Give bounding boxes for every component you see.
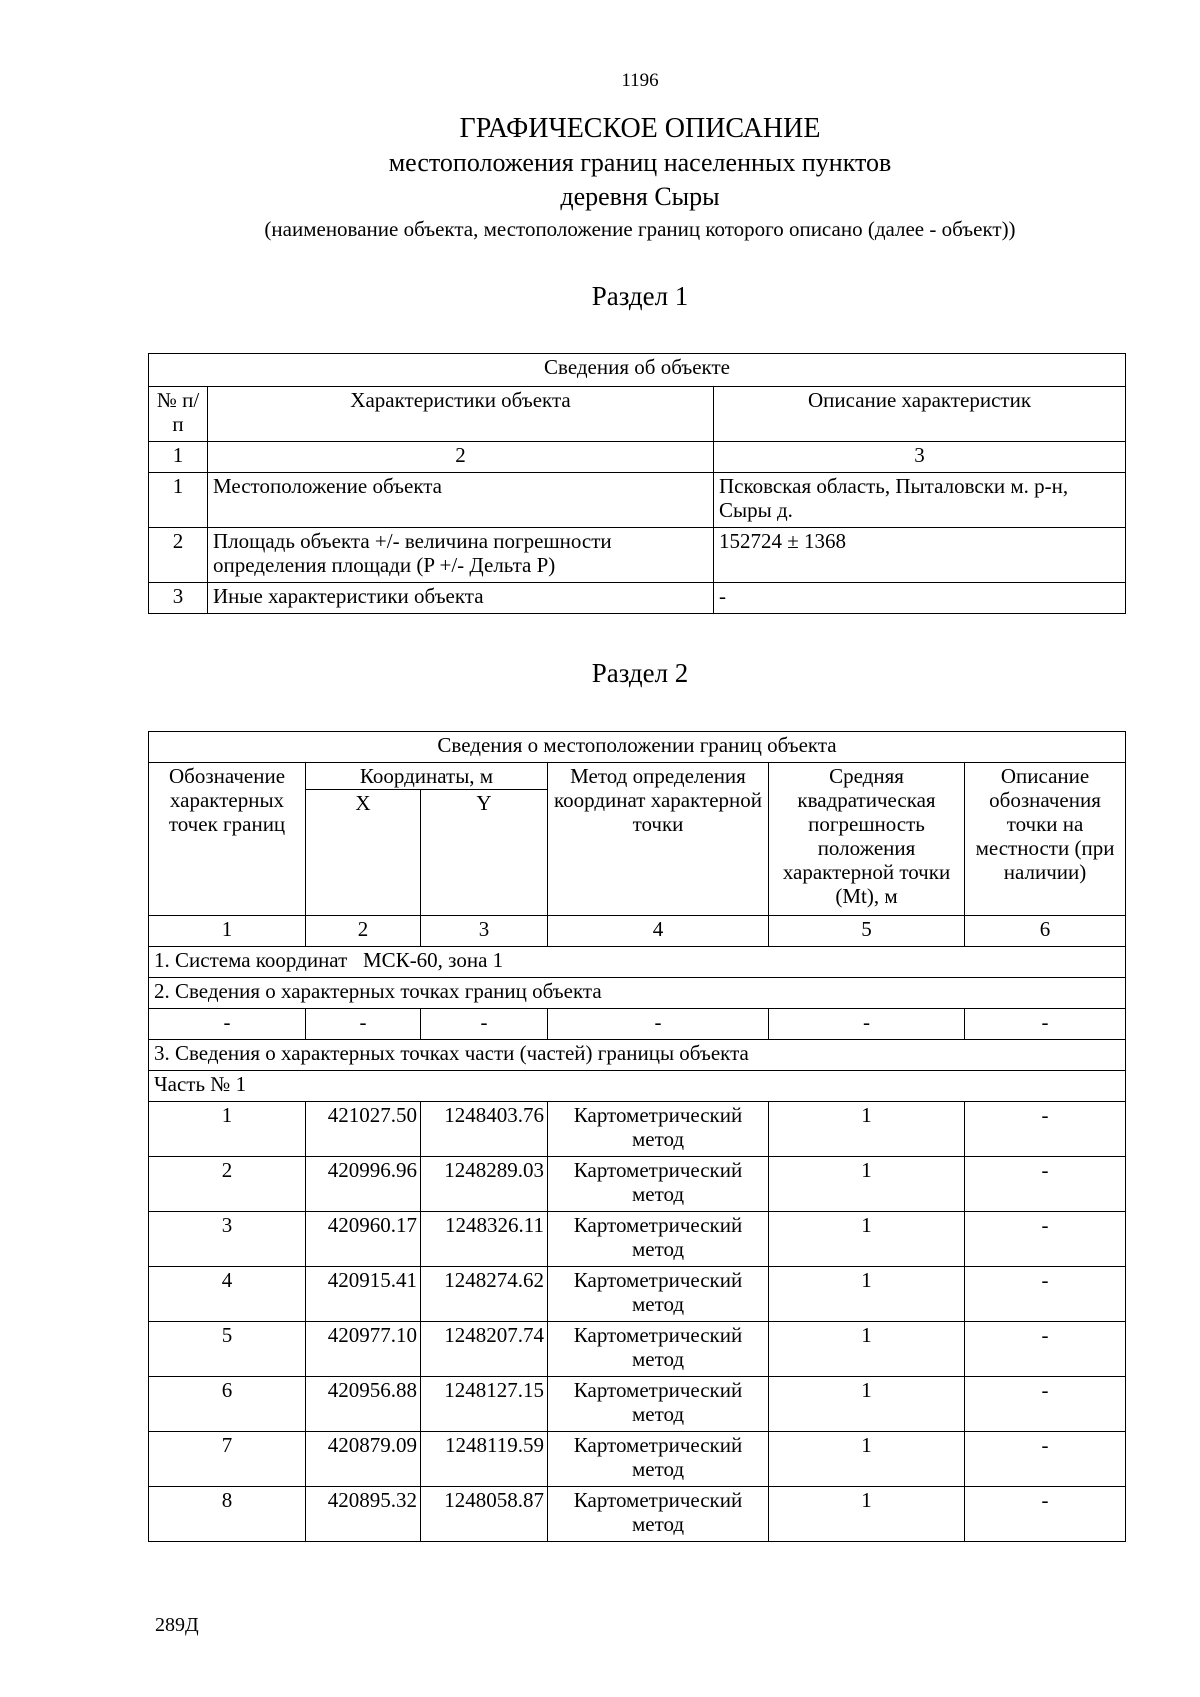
point-description: - bbox=[965, 1267, 1126, 1322]
object-caption: (наименование объекта, местоположение границ которого описано (далее - объект)) bbox=[264, 217, 1016, 241]
table-row bbox=[149, 1322, 1126, 1377]
coordinate-y: 1248119.59 bbox=[421, 1432, 548, 1487]
point-error: 1 bbox=[769, 1487, 965, 1542]
point-method: Картометрический метод bbox=[548, 1267, 769, 1322]
column-number: 3 bbox=[714, 442, 1126, 473]
empty-cell: - bbox=[965, 1009, 1126, 1040]
coordinate-y: 1248326.11 bbox=[421, 1212, 548, 1267]
point-number: 1 bbox=[149, 1102, 306, 1157]
table-row bbox=[149, 1102, 1126, 1157]
point-error: 1 bbox=[769, 1212, 965, 1267]
point-method: Картометрический метод bbox=[548, 1212, 769, 1267]
point-description: - bbox=[965, 1157, 1126, 1212]
coordinate-y: 1248289.03 bbox=[421, 1157, 548, 1212]
row-number: 3 bbox=[149, 583, 208, 614]
row-number: 2 bbox=[149, 528, 208, 583]
table-caption: Сведения о местоположении границ объекта bbox=[149, 732, 1126, 763]
table-row bbox=[149, 473, 1126, 528]
coordinate-x: 420956.88 bbox=[306, 1377, 421, 1432]
document-title: ГРАФИЧЕСКОЕ ОПИСАНИЕ bbox=[459, 113, 821, 144]
parts-heading: 3. Сведения о характерных точках части (частей) границы объекта bbox=[149, 1040, 1126, 1071]
coordinate-y: 1248127.15 bbox=[421, 1377, 548, 1432]
point-method: Картометрический метод bbox=[548, 1322, 769, 1377]
characteristic-value: Псковская область, Пыталовски м. р-н, Сыры д. bbox=[714, 473, 1126, 528]
column-number: 1 bbox=[149, 916, 306, 947]
table-row bbox=[149, 1009, 1126, 1040]
point-description: - bbox=[965, 1102, 1126, 1157]
table-row bbox=[149, 1157, 1126, 1212]
empty-cell: - bbox=[149, 1009, 306, 1040]
table-row bbox=[149, 1267, 1126, 1322]
table-caption: Сведения об объекте bbox=[149, 354, 1126, 387]
point-description: - bbox=[965, 1377, 1126, 1432]
characteristic-name: Местоположение объекта bbox=[208, 473, 714, 528]
characteristic-value: - bbox=[714, 583, 1126, 614]
point-error: 1 bbox=[769, 1102, 965, 1157]
point-number: 8 bbox=[149, 1487, 306, 1542]
point-method: Картометрический метод bbox=[548, 1487, 769, 1542]
column-number: 4 bbox=[548, 916, 769, 947]
table-row bbox=[149, 528, 1126, 583]
column-header-y: Y bbox=[421, 790, 548, 916]
point-description: - bbox=[965, 1322, 1126, 1377]
column-header-error: Средняя квадратическая погрешность положения характерной точки (Mt), м bbox=[769, 763, 965, 916]
coordinate-y: 1248403.76 bbox=[421, 1102, 548, 1157]
column-header-points: Обозначение характерных точек границ bbox=[149, 763, 306, 916]
object-info-table bbox=[148, 353, 1126, 614]
column-number: 1 bbox=[149, 442, 208, 473]
footer-code: 289Д bbox=[155, 1614, 199, 1636]
characteristic-name: Иные характеристики объекта bbox=[208, 583, 714, 614]
point-number: 3 bbox=[149, 1212, 306, 1267]
coordinate-y: 1248274.62 bbox=[421, 1267, 548, 1322]
empty-cell: - bbox=[421, 1009, 548, 1040]
table-row bbox=[149, 583, 1126, 614]
point-number: 2 bbox=[149, 1157, 306, 1212]
points-body bbox=[149, 1102, 1126, 1542]
column-number: 5 bbox=[769, 916, 965, 947]
coordinate-system: 1. Система координат МСК-60, зона 1 bbox=[149, 947, 1126, 978]
empty-cell: - bbox=[548, 1009, 769, 1040]
point-error: 1 bbox=[769, 1267, 965, 1322]
table-row bbox=[149, 1432, 1126, 1487]
table-row bbox=[149, 1487, 1126, 1542]
table-row bbox=[149, 1212, 1126, 1267]
characteristic-name: Площадь объекта +/- величина погрешности определения площади (P +/- Дельта P) bbox=[208, 528, 714, 583]
coordinate-x: 420895.32 bbox=[306, 1487, 421, 1542]
point-number: 5 bbox=[149, 1322, 306, 1377]
point-method: Картометрический метод bbox=[548, 1377, 769, 1432]
column-number: 3 bbox=[421, 916, 548, 947]
column-header-description: Описание характеристик bbox=[714, 387, 1126, 442]
part-label: Часть № 1 bbox=[149, 1071, 1126, 1102]
column-header-description: Описание обозначения точки на местности (при наличии) bbox=[965, 763, 1126, 916]
point-error: 1 bbox=[769, 1322, 965, 1377]
section1-title: Раздел 1 bbox=[591, 281, 689, 311]
point-description: - bbox=[965, 1487, 1126, 1542]
column-number: 6 bbox=[965, 916, 1126, 947]
point-description: - bbox=[965, 1212, 1126, 1267]
coordinate-x: 421027.50 bbox=[306, 1102, 421, 1157]
column-header-x: X bbox=[306, 790, 421, 916]
point-method: Картометрический метод bbox=[548, 1157, 769, 1212]
point-number: 7 bbox=[149, 1432, 306, 1487]
object-name: деревня Сыры bbox=[560, 182, 720, 211]
page-number: 1196 bbox=[621, 70, 659, 91]
coordinate-x: 420977.10 bbox=[306, 1322, 421, 1377]
column-header-number: № п/п bbox=[149, 387, 208, 442]
table-row bbox=[149, 1377, 1126, 1432]
column-header-coordinates: Координаты, м bbox=[306, 763, 548, 790]
column-header-method: Метод определения координат характерной точки bbox=[548, 763, 769, 916]
point-method: Картометрический метод bbox=[548, 1432, 769, 1487]
column-header-characteristic: Характеристики объекта bbox=[208, 387, 714, 442]
row-number: 1 bbox=[149, 473, 208, 528]
point-error: 1 bbox=[769, 1377, 965, 1432]
point-number: 4 bbox=[149, 1267, 306, 1322]
coordinate-x: 420915.41 bbox=[306, 1267, 421, 1322]
column-number: 2 bbox=[306, 916, 421, 947]
point-method: Картометрический метод bbox=[548, 1102, 769, 1157]
document-subtitle: местоположения границ населенных пунктов bbox=[388, 148, 892, 177]
point-error: 1 bbox=[769, 1157, 965, 1212]
column-number: 2 bbox=[208, 442, 714, 473]
point-description: - bbox=[965, 1432, 1126, 1487]
characteristic-value: 152724 ± 1368 bbox=[714, 528, 1126, 583]
section2-title: Раздел 2 bbox=[591, 658, 689, 688]
coordinate-x: 420879.09 bbox=[306, 1432, 421, 1487]
empty-cell: - bbox=[306, 1009, 421, 1040]
document-header bbox=[0, 112, 1200, 244]
coordinate-x: 420996.96 bbox=[306, 1157, 421, 1212]
boundary-points-table bbox=[148, 731, 1126, 1542]
coordinate-x: 420960.17 bbox=[306, 1212, 421, 1267]
point-error: 1 bbox=[769, 1432, 965, 1487]
point-number: 6 bbox=[149, 1377, 306, 1432]
points-heading: 2. Сведения о характерных точках границ объекта bbox=[149, 978, 1126, 1009]
coordinate-y: 1248058.87 bbox=[421, 1487, 548, 1542]
coordinate-y: 1248207.74 bbox=[421, 1322, 548, 1377]
empty-cell: - bbox=[769, 1009, 965, 1040]
